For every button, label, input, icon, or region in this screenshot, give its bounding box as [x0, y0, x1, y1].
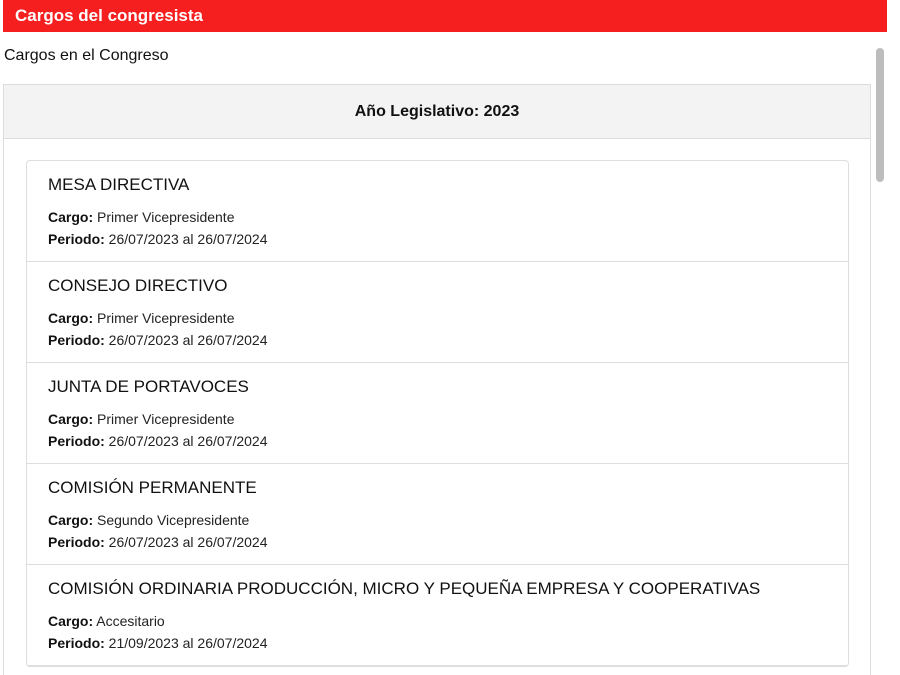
- item-title: COMISIÓN ORDINARIA PRODUCCIÓN, MICRO Y PEQUEÑA EMPRESA Y COOPERATIVAS: [48, 579, 761, 598]
- item-cargo: [48, 509, 848, 531]
- list-item: [27, 464, 848, 565]
- periodo-label: Periodo:: [48, 635, 105, 651]
- periodo-value: 21/09/2023 al 26/07/2024: [108, 635, 268, 651]
- page-header: [3, 0, 887, 32]
- item-title: JUNTA DE PORTAVOCES: [48, 377, 249, 396]
- cargo-value: Segundo Vicepresidente: [97, 512, 250, 528]
- periodo-value: 26/07/2023 al 26/07/2024: [108, 332, 268, 348]
- list-item: [27, 161, 848, 262]
- cargo-value: Primer Vicepresidente: [97, 310, 235, 326]
- section-title: Cargos en el Congreso: [4, 47, 169, 64]
- item-cargo: [48, 408, 848, 430]
- periodo-label: Periodo:: [48, 534, 105, 550]
- cargos-list: [26, 160, 849, 667]
- cargo-label: Cargo:: [48, 512, 94, 528]
- cargo-label: Cargo:: [48, 310, 94, 326]
- cargo-value: Accesitario: [96, 613, 165, 629]
- year-label: Año Legislativo: 2023: [354, 102, 520, 120]
- item-periodo: [48, 228, 848, 250]
- item-cargo: [48, 307, 848, 329]
- cargo-label: Cargo:: [48, 209, 94, 225]
- item-title: COMISIÓN PERMANENTE: [48, 478, 257, 497]
- cargo-value: Primer Vicepresidente: [97, 209, 235, 225]
- cargo-value: Primer Vicepresidente: [97, 411, 235, 427]
- item-periodo: [48, 329, 848, 351]
- periodo-value: 26/07/2023 al 26/07/2024: [108, 433, 268, 449]
- item-title: CONSEJO DIRECTIVO: [48, 276, 228, 295]
- periodo-label: Periodo:: [48, 433, 105, 449]
- scrollbar-thumb[interactable]: [876, 48, 884, 182]
- list-item: [27, 363, 848, 464]
- item-title: MESA DIRECTIVA: [48, 175, 190, 194]
- item-cargo: [48, 206, 848, 228]
- header-title: Cargos del congresista: [15, 6, 204, 25]
- cargos-panel[interactable]: [3, 84, 871, 675]
- list-item: [27, 565, 848, 666]
- periodo-label: Periodo:: [48, 231, 105, 247]
- cargo-label: Cargo:: [48, 613, 94, 629]
- periodo-label: Periodo:: [48, 332, 105, 348]
- item-periodo: [48, 632, 848, 654]
- year-header: [4, 85, 870, 139]
- item-periodo: [48, 531, 848, 553]
- periodo-value: 26/07/2023 al 26/07/2024: [108, 534, 268, 550]
- cargo-label: Cargo:: [48, 411, 94, 427]
- item-periodo: [48, 430, 848, 452]
- scrollbar[interactable]: [874, 48, 886, 675]
- periodo-value: 26/07/2023 al 26/07/2024: [108, 231, 268, 247]
- list-item: [27, 262, 848, 363]
- item-cargo: [48, 610, 848, 632]
